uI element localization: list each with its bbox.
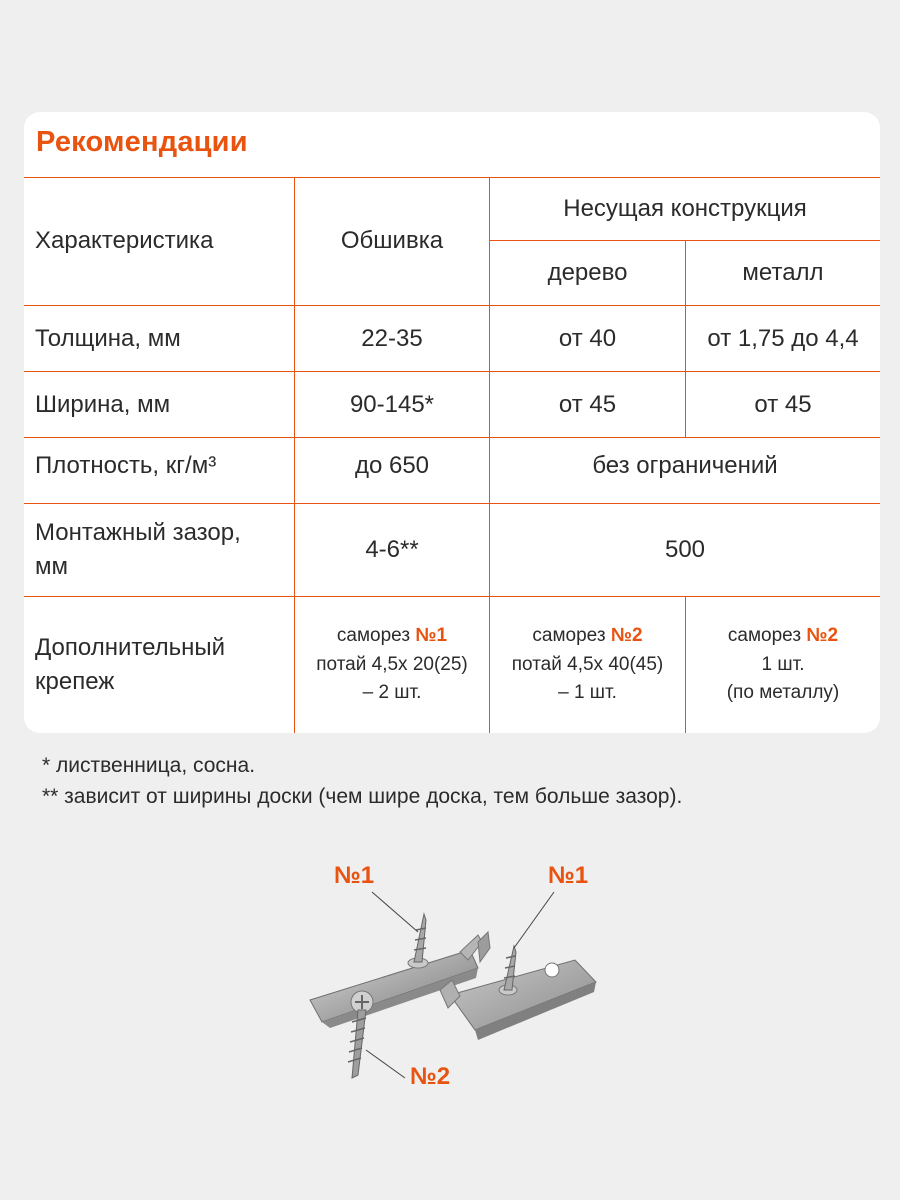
row-fastener-label xyxy=(24,597,294,733)
row-gap-label-line2: мм xyxy=(35,553,68,580)
footnote-1: * лиственница, сосна. xyxy=(42,754,256,777)
row-gap-label xyxy=(24,504,294,596)
row-gap-structure: 500 xyxy=(664,536,706,564)
row-fastener-cladding xyxy=(295,597,489,733)
screw-number-2: №2 xyxy=(610,625,643,647)
row-width-cladding: 90-145* xyxy=(349,390,435,418)
row-fastener-label-line1: Дополнительный xyxy=(35,634,226,661)
leader-line xyxy=(372,892,418,932)
fastener-metal-line3: (по металлу) xyxy=(726,682,840,704)
row-thickness-cladding: 22-35 xyxy=(361,324,423,352)
footnote-2: ** зависит от ширины доски (чем шире доска, тем больше зазор). xyxy=(42,785,683,808)
row-density-cladding: до 650 xyxy=(354,451,430,479)
fastener-metal-line1: саморез №2 xyxy=(727,625,839,647)
row-density-label: Плотность, кг/м³ xyxy=(35,451,217,479)
row-thickness-wood: от 40 xyxy=(558,324,617,352)
photo-label-2: №2 xyxy=(410,1063,451,1090)
header-wood: дерево xyxy=(547,259,628,287)
fastener-wood-line1: саморез №2 xyxy=(532,625,643,647)
row-density-structure: без ограничений xyxy=(592,451,778,479)
photo-label-1-right: №1 xyxy=(548,862,589,889)
row-thickness-label: Толщина, мм xyxy=(35,324,181,352)
row-fastener-metal xyxy=(686,597,880,733)
row-fastener-label-line2: крепеж xyxy=(35,668,115,695)
header-cladding: Обшивка xyxy=(340,227,444,255)
footnotes xyxy=(42,750,682,812)
fastener-cladding-line3: – 2 шт. xyxy=(362,682,422,704)
leader-line xyxy=(514,892,554,948)
leader-line xyxy=(366,1050,405,1078)
card-title: Рекомендации xyxy=(36,126,248,158)
header-characteristic: Характеристика xyxy=(35,227,214,255)
header-load-bearing: Несущая конструкция xyxy=(563,194,807,222)
fastener-wood-line3: – 1 шт. xyxy=(558,682,617,704)
row-fastener-wood xyxy=(490,597,685,733)
header-metal: металл xyxy=(742,259,824,287)
row-width-label: Ширина, мм xyxy=(35,390,171,418)
row-thickness-metal: от 1,75 до 4,4 xyxy=(707,324,859,352)
photo-label-1-left: №1 xyxy=(334,862,375,889)
fastener-cladding-line1: саморез №1 xyxy=(336,625,448,647)
row-width-wood: от 45 xyxy=(558,390,617,418)
fastener-wood-line2: потай 4,5х 40(45) xyxy=(511,653,664,675)
screw-number-1: №1 xyxy=(415,625,448,647)
row-gap-label-line1: Монтажный зазор, xyxy=(35,519,241,546)
recommendations-card xyxy=(24,112,880,733)
row-width-metal: от 45 xyxy=(754,390,812,418)
screw-number-2: №2 xyxy=(806,625,839,647)
fastener-metal-line2: 1 шт. xyxy=(761,653,805,675)
fastener-cladding-line2: потай 4,5х 20(25) xyxy=(316,653,468,675)
row-gap-cladding: 4-6** xyxy=(365,536,419,564)
